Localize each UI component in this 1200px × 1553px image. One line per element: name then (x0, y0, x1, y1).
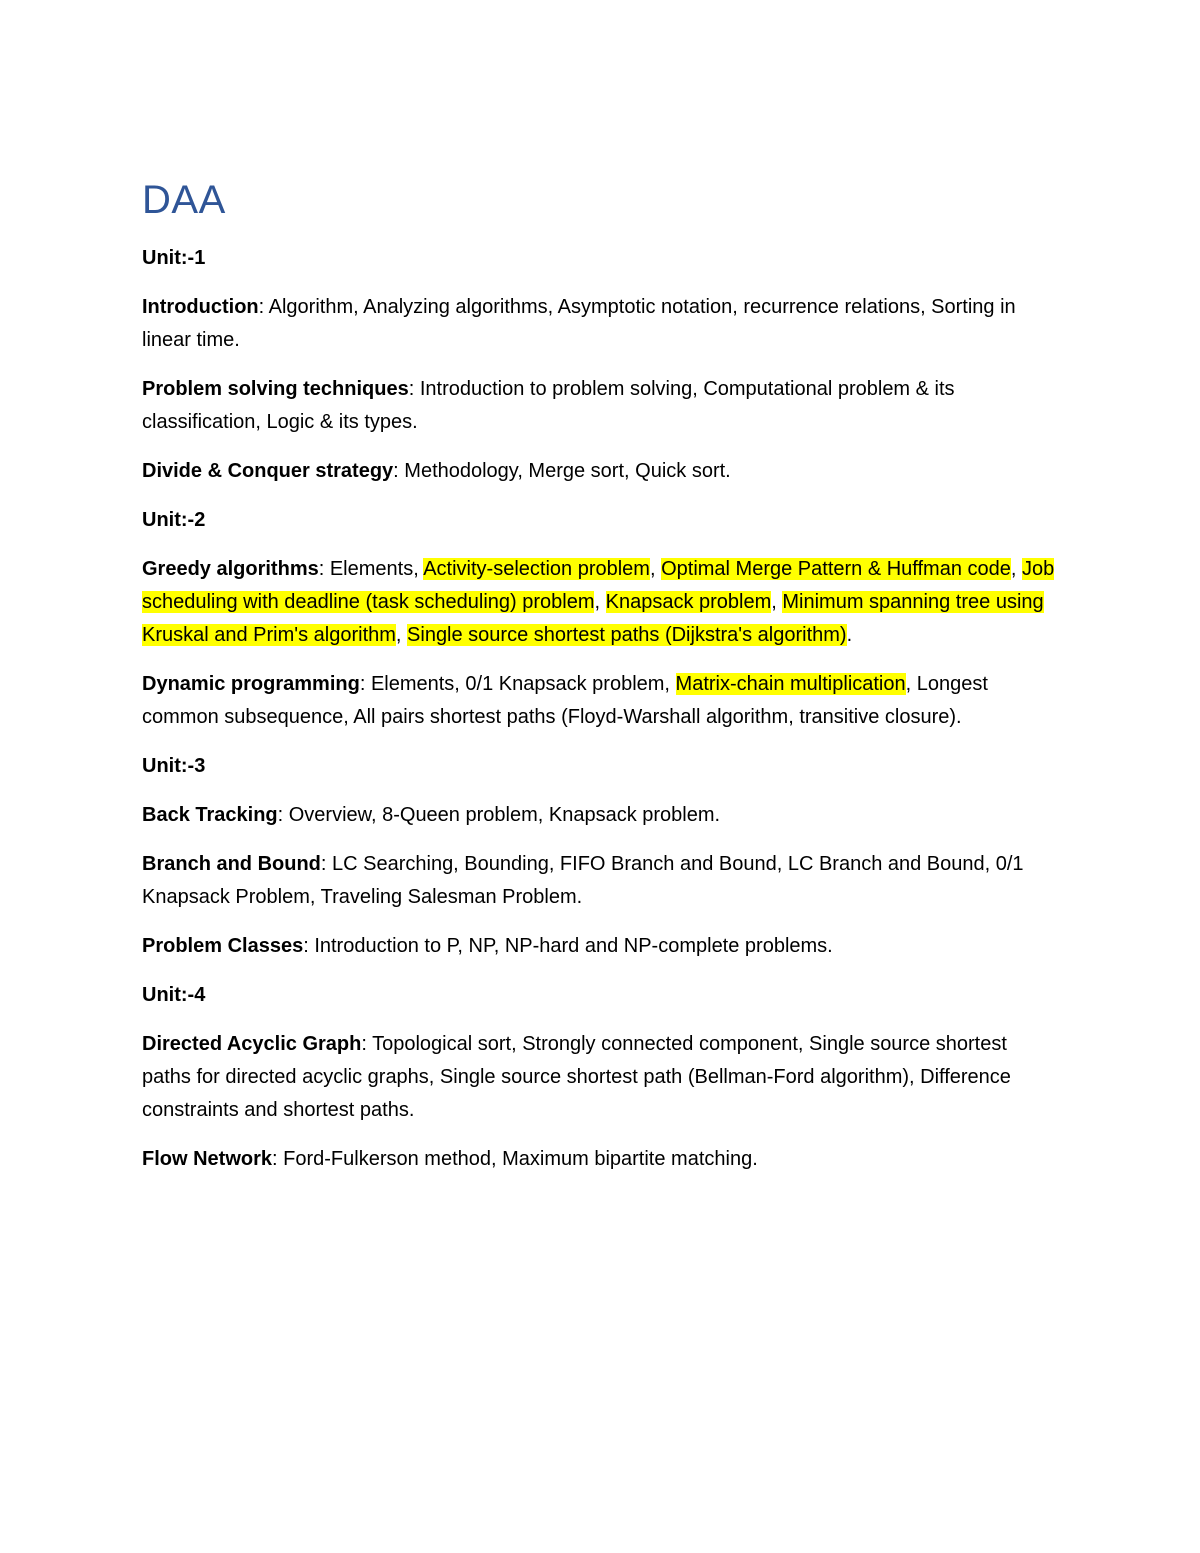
unit-heading: Unit:-1 (142, 247, 206, 269)
topic-paragraph (142, 1028, 1060, 1127)
unit-heading: Unit:-4 (142, 984, 206, 1006)
topic-term: Introduction (142, 296, 259, 318)
topic-term: Dynamic programming (142, 673, 360, 695)
topic-paragraph (142, 553, 1060, 652)
highlighted-text: Knapsack problem (605, 591, 772, 613)
topic-paragraph (142, 668, 1060, 734)
topic-text: : Overview, 8-Queen problem, Knapsack problem. (277, 804, 721, 826)
unit-heading: Unit:-2 (142, 509, 206, 531)
topic-term: Branch and Bound (142, 853, 321, 875)
topic-text: : Methodology, Merge sort, Quick sort. (393, 460, 731, 482)
unit-heading: Unit:-3 (142, 755, 206, 777)
topic-term: Directed Acyclic Graph (142, 1033, 362, 1055)
highlighted-text: Single source shortest paths (Dijkstra's algorithm) (407, 624, 847, 646)
topic-paragraph (142, 1143, 1060, 1176)
topic-term: Back Tracking (142, 804, 278, 826)
topic-text: . (846, 624, 853, 646)
topic-paragraph (142, 799, 1060, 832)
topic-text: : Topological sort, Strongly connected component, Single source shortest paths for directed acyclic graphs, Single source shortest path (Bellman-Ford algorithm), Difference constraints and shortest paths. (142, 1033, 1011, 1121)
topic-text: , (649, 558, 662, 580)
topic-text: , (395, 624, 408, 646)
topic-term: Flow Network (142, 1148, 273, 1170)
topic-paragraph (142, 848, 1060, 914)
topic-text: , Longest common subsequence, All pairs shortest paths (Floyd-Warshall algorithm, transitive closure). (142, 673, 988, 728)
highlighted-text: Job scheduling with deadline (task scheduling) problem (142, 558, 1055, 613)
topic-text: , (771, 591, 783, 613)
topic-paragraph (142, 373, 1060, 439)
topic-term: Divide & Conquer strategy (142, 460, 394, 482)
topic-term: Problem solving techniques (142, 378, 409, 400)
topic-text: : LC Searching, Bounding, FIFO Branch and Bound, LC Branch and Bound, 0/1 Knapsack Problem, Traveling Salesman Problem. (142, 853, 1024, 908)
topic-paragraph (142, 930, 1060, 963)
highlighted-text: Activity-selection problem (423, 558, 650, 580)
topic-text: , (594, 591, 606, 613)
topic-text: : Ford-Fulkerson method, Maximum bipartite matching. (272, 1148, 758, 1170)
highlighted-text: Matrix-chain multiplication (675, 673, 906, 695)
topic-paragraph (142, 291, 1060, 357)
topic-text: , (1010, 558, 1023, 580)
syllabus-content (142, 242, 1060, 1176)
document-title: DAA (142, 178, 226, 222)
topic-text: : Introduction to P, NP, NP-hard and NP-complete problems. (303, 935, 833, 957)
topic-text: : Algorithm, Analyzing algorithms, Asymptotic notation, recurrence relations, Sorting in linear time. (142, 296, 1016, 351)
topic-term: Problem Classes (142, 935, 304, 957)
topic-paragraph (142, 455, 1060, 488)
topic-term: Greedy algorithms (142, 558, 319, 580)
highlighted-text: Minimum spanning tree using Kruskal and Prim's algorithm (142, 591, 1044, 646)
topic-text: : Elements, 0/1 Knapsack problem, (359, 673, 676, 695)
topic-text: : Introduction to problem solving, Computational problem & its classification, Logic & its types. (142, 378, 955, 433)
topic-text: : Elements, (318, 558, 424, 580)
highlighted-text: Optimal Merge Pattern & Huffman code (661, 558, 1011, 580)
